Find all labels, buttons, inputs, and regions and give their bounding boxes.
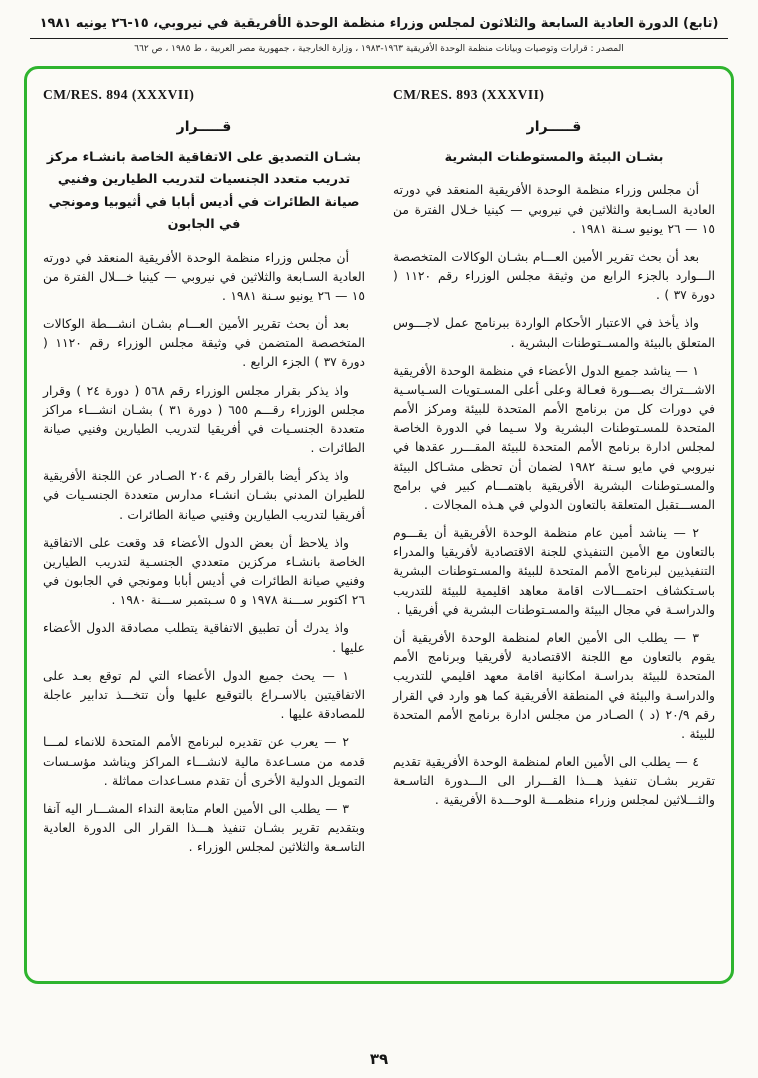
paragraph: أن مجلس وزراء منظمة الوحدة الأفريقية المنعقد في دورته العادية السـابعة والثلاثين في نيروبي — كينيا خـــلال الفترة من ١٥ — ٢٦ يونيو سـنة ١٩٨١ . [43,250,365,303]
resolution-894-title: بشـان التصديق على الاتفاقية الخاصة بانشـاء مركز تدريب متعدد الجنسيات لتدريب الطيارين وفنيي صيانة الطائرات في أديس أبابا في أثيوبيا ومونجي في الجابون [46,150,362,233]
paragraph: ٢ — يناشد أمين عام منظمة الوحدة الأفريقية أن يقـــوم بالتعاون مع الأمين التنفيذي للجنة الاقتصادية لأفريقيا والمدراء التنفيذيين لبرنامج الأمم المتحدة للبيئة والمسـتوطنات البشرية باسـتكشاف احتمـــالات اقامة معاهد اقليمية للبيئة للتدريب والدراسـة في مجال البيئة والمسـتوطنات البشرية في أفريقيا . [393,526,715,617]
content-frame [24,66,734,984]
paragraph: واذ يذكر بقرار مجلس الوزراء رقم ٥٦٨ ( دورة ٢٤ ) وقرار مجلس الوزراء رقـــم ٦٥٥ ( دورة ٣١ ) بشـان انشـــاء مراكز متعددة الجنسـيات في أفريقيا لتدريب الطيارين وفنيي صيانة الطائرات . [43,383,365,456]
paragraph: ٤ — يطلب الى الأمين العام لمنظمة الوحدة الأفريقية تقديم تقرير بشـان تنفيذ هـــذا القـــرار الى الـــدورة التاسـعة والثـــلاثين لمجلس وزراء منظمـــة الوحـــدة الأفريقية . [393,755,715,808]
two-column-layout [43,87,715,971]
resolution-894-code: CM/RES. 894 (XXXVII) [43,87,195,102]
paragraph: واذ يأخذ في الاعتبار الأحكام الواردة ببرنامج عمل لاجـــوس المتعلق بالبيئة والمســتوطنات البشرية . [393,316,715,350]
resolution-893 [393,87,715,971]
paragraph: ٣ — يطلب الى الأمين العام متابعة النداء المشـــار اليه آنفا وبتقديم تقرير بشـان تنفيذ هـــذا القرار الى الدورة العادية التاسـعة والثلاثين لمجلس الوزراء . [43,801,365,855]
resolution-893-heading: قـــــرار [526,119,582,135]
page-number: ٣٩ [369,1050,389,1068]
resolution-894-heading: قـــــرار [176,119,232,135]
paragraph: ٢ — يعرب عن تقديره لبرنامج الأمم المتحدة للانماء لمـــا قدمه من مسـاعدة مالية لانشـــاء المراكز ويناشد مؤسـسات التمويل الدولية الأخرى أن تقدم مسـاعدات مماثلة . [43,735,365,788]
resolution-893-code: CM/RES. 893 (XXXVII) [393,87,545,102]
header-divider [30,38,728,39]
paragraph: ١ — يناشد جميع الدول الأعضاء في منظمة الوحدة الأفريقية الاشـــتراك بصـــورة فعـالة وعلى أعلى المسـتويات السـياسـية في دورات كل من برنامج الأمم المتحدة للبيئة ومركز الأمم المتحدة للمسـتوطنات البشرية ولا سـيما في الدورة الخاصة لمجلس ادارة برنامج الأمم المتحدة للبيئة المقـــرر عقدها في نيروبي في مايو سـنة ١٩٨٢ لضمان أن تحظى مشـاكل البيئة والمسـتوطنات البشرية الأفريقية باهتمـــام كبير في برامج المســـتقبل المتعلقة بالتعاون الدولي في هـذه المجالات . [393,363,715,512]
resolution-893-title: بشـان البيئة والمستوطنات البشرية [444,150,664,165]
page-header-title: (تابع) الدورة العادية السابعة والثلاثون لمجلس وزراء منظمة الوحدة الأفريقية في نيروبي، ١٥-٢٦ يونيه ١٩٨١ [39,16,719,31]
resolution-894 [43,87,365,971]
paragraph: واذ يدرك أن تطبيق الاتفاقية يتطلب مصادقة الدول الأعضاء عليها . [43,621,365,655]
paragraph: ٣ — يطلب الى الأمين العام لمنظمة الوحدة الأفريقية أن يقوم بالتعاون مع اللجنة الاقتصادية لأفريقيا وبرنامج الأمم المتحدة للبيئة بدراسـة امكانية اقامة معهد اقليمي للتدريب والدراسـة والبيئة في المنطقة الأفريقية كما هو وارد في القرار رقم ٢٠/٩ (د ) الصـادر من مجلس ادارة برنامج الأمم المتحدة للبيئة . [393,631,715,741]
paragraph: ١ — يحث جميع الدول الأعضاء التي لم توقع بعـد على الاتفاقيتين بالاسـراع بالتوقيع عليها وأن تتخـــذ تدابير عاجلة للمصادقة عليها . [43,668,365,722]
page-header-source: المصدر : قرارات وتوصيات وبيانات منظمة الوحدة الأفريقية ١٩٦٣-١٩٨٣ ، وزارة الخارجية ، جمهورية مصر العربية ، ط ١٩٨٥ ، ص ٦٦٢ [134,44,624,54]
paragraph: واذ يذكر أيضا بالقرار رقم ٢٠٤ الصـادر عن اللجنة الأفريقية للطيران المدني بشـان انشـاء مدارس متعددة الجنسـيات في أفريقيا لتدريب الطيارين وفنيي صيانة الطائرات . [43,469,365,522]
paragraph: بعد أن بحث تقرير الأمين العـــام بشـان الوكالات المتخصصة الـــوارد بالجزء الرابع من وثيقة مجلس الوزراء رقم ١١٢٠ ( دورة ٣٧ ) . [393,249,716,303]
paragraph: أن مجلس وزراء منظمة الوحدة الأفريقية المنعقد في دورته العادية السـابعة والثلاثين في نيروبي — كينيا خـلال الفترة من ١٥ — ٢٦ يونيو سـنة ١٩٨١ . [393,183,715,236]
paragraph: بعد أن بحث تقرير الأمين العـــام بشـان انشـــطة الوكالات المتخصصة المتضمن في وثيقة مجلس الوزراء رقم ١١٢٠ ( دورة ٣٧ ) الجزء الرابع . [43,317,365,370]
paragraph: واذ يلاحظ أن بعض الدول الأعضاء قد وقعت على الاتفاقية الخاصة بانشـاء مركزين متعددي الجنسـية لتدريب الطيارين وفنيي صيانة الطائرات في أديس أبابا ومونجي في الجابون في ٢٦ اكتوبر ســـنة ١٩٧٨ و ٥ سـبتمبر ســـنة ١٩٨٠ . [43,535,365,608]
